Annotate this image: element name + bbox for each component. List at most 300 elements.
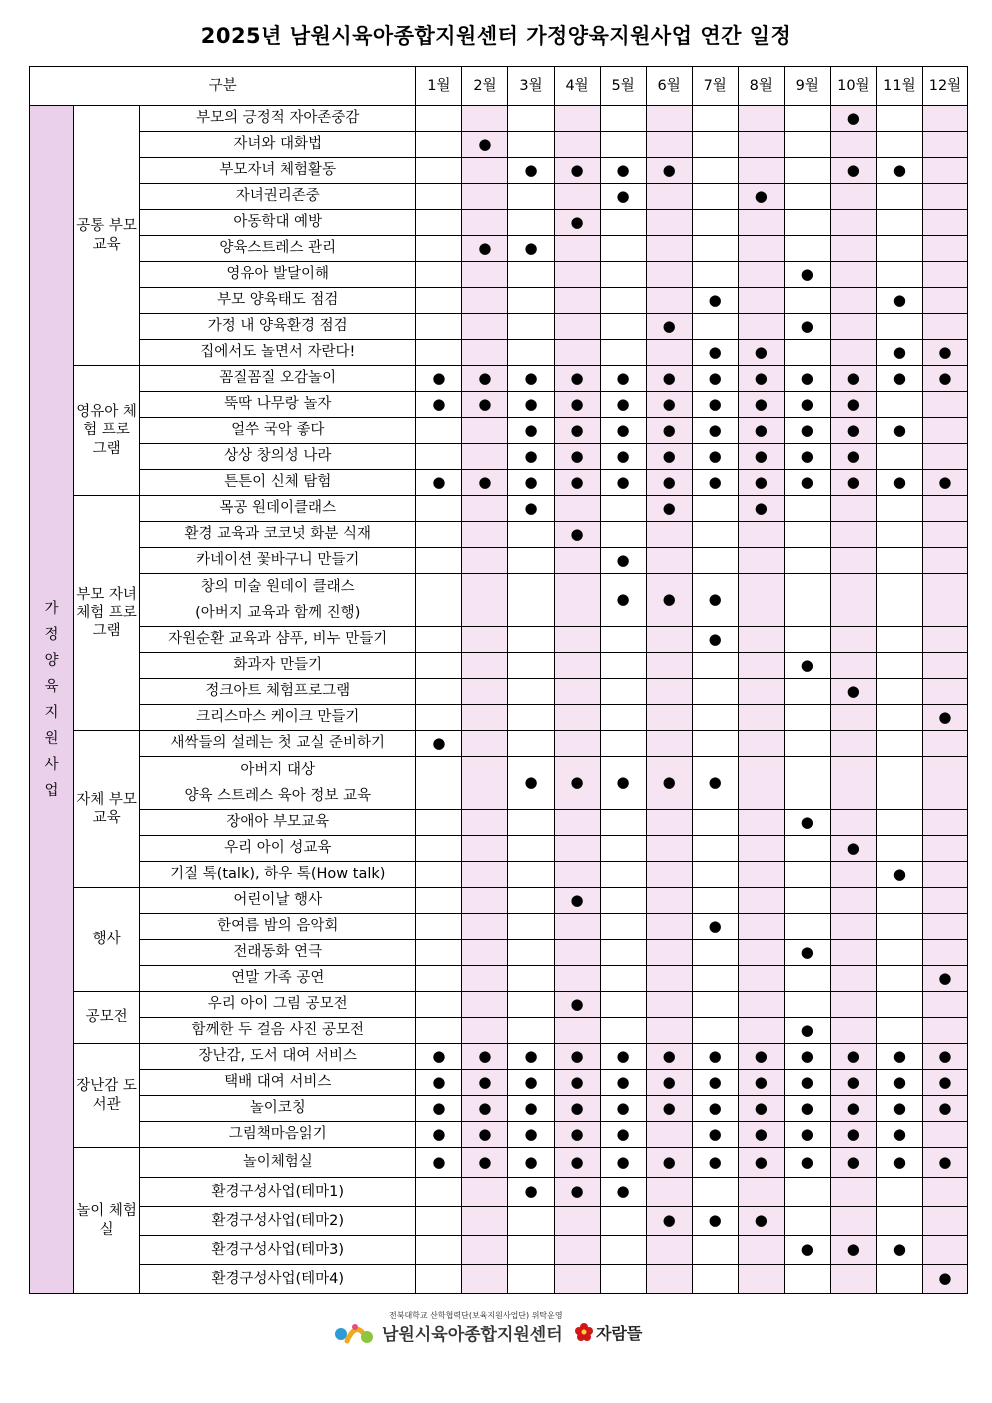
- month-cell: [416, 132, 462, 158]
- month-cell: [462, 992, 508, 1018]
- month-cell: [554, 862, 600, 888]
- scheduled-dot: ●: [846, 472, 860, 491]
- section-label: 놀이 체험실: [74, 1148, 140, 1294]
- month-cell: [922, 548, 967, 574]
- month-cell: [830, 158, 876, 184]
- month-cell: [830, 1265, 876, 1294]
- month-cell: [922, 418, 967, 444]
- month-cell: [416, 522, 462, 548]
- program-label: 자원순환 교육과 샴푸, 비누 만들기: [168, 631, 388, 648]
- month-cell: [830, 470, 876, 496]
- month-cell: [922, 1265, 967, 1294]
- month-cell: [600, 757, 646, 810]
- scheduled-dot: ●: [754, 446, 768, 465]
- main-section-label: [30, 106, 74, 1294]
- month-cell: [922, 1018, 967, 1044]
- scheduled-dot: ●: [478, 368, 492, 387]
- month-cell: [876, 496, 922, 522]
- month-cell: [416, 1044, 462, 1070]
- scheduled-dot: ●: [800, 446, 814, 465]
- scheduled-dot: ●: [754, 1152, 768, 1171]
- month-header: 2월: [462, 67, 508, 106]
- program-name: [140, 679, 416, 705]
- month-cell: [646, 522, 692, 548]
- month-cell: [876, 262, 922, 288]
- month-cell: [876, 184, 922, 210]
- month-cell: [922, 1236, 967, 1265]
- scheduled-dot: ●: [524, 1098, 538, 1117]
- table-row: [30, 757, 968, 810]
- month-cell: [600, 810, 646, 836]
- scheduled-dot: ●: [892, 1072, 906, 1091]
- scheduled-dot: ●: [662, 420, 676, 439]
- scheduled-dot: ●: [800, 1240, 814, 1259]
- month-cell: [416, 574, 462, 627]
- month-cell: [830, 418, 876, 444]
- program-label: 연말 가족 공연: [231, 970, 325, 987]
- month-cell: [462, 158, 508, 184]
- month-cell: [416, 888, 462, 914]
- scheduled-dot: ●: [432, 1046, 446, 1065]
- scheduled-dot: ●: [846, 1072, 860, 1091]
- month-cell: [416, 262, 462, 288]
- month-cell: [416, 940, 462, 966]
- month-cell: [600, 888, 646, 914]
- program-name: [140, 966, 416, 992]
- month-cell: [922, 1044, 967, 1070]
- month-cell: [922, 731, 967, 757]
- scheduled-dot: ●: [570, 472, 584, 491]
- month-cell: [876, 1044, 922, 1070]
- scheduled-dot: ●: [570, 446, 584, 465]
- program-label: 기질 톡(talk), 하우 톡(How talk): [170, 866, 386, 883]
- month-cell: [462, 810, 508, 836]
- scheduled-dot: ●: [570, 1124, 584, 1143]
- month-cell: [692, 262, 738, 288]
- month-cell: [600, 444, 646, 470]
- month-cell: [416, 288, 462, 314]
- table-row: [30, 470, 968, 496]
- month-cell: [738, 862, 784, 888]
- month-cell: [692, 444, 738, 470]
- month-cell: [554, 679, 600, 705]
- month-cell: [692, 574, 738, 627]
- month-cell: [508, 444, 554, 470]
- scheduled-dot: ●: [846, 446, 860, 465]
- month-cell: [876, 966, 922, 992]
- scheduled-dot: ●: [570, 368, 584, 387]
- month-cell: [600, 288, 646, 314]
- month-cell: [462, 627, 508, 653]
- month-cell: [416, 914, 462, 940]
- month-cell: [416, 679, 462, 705]
- month-cell: [784, 574, 830, 627]
- month-cell: [922, 314, 967, 340]
- month-cell: [738, 679, 784, 705]
- month-cell: [830, 574, 876, 627]
- month-cell: [416, 731, 462, 757]
- month-cell: [784, 1207, 830, 1236]
- month-cell: [738, 366, 784, 392]
- month-cell: [876, 1236, 922, 1265]
- month-cell: [416, 1148, 462, 1178]
- scheduled-dot: ●: [616, 1124, 630, 1143]
- program-name: [140, 1096, 416, 1122]
- program-label: 창의 미술 원데이 클래스: [200, 579, 355, 595]
- month-cell: [876, 1148, 922, 1178]
- month-cell: [876, 679, 922, 705]
- month-cell: [692, 992, 738, 1018]
- month-cell: [462, 1096, 508, 1122]
- month-cell: [692, 236, 738, 262]
- month-cell: [830, 522, 876, 548]
- scheduled-dot: ●: [570, 1182, 584, 1201]
- month-cell: [830, 1178, 876, 1207]
- month-cell: [646, 940, 692, 966]
- scheduled-dot: ●: [846, 681, 860, 700]
- month-cell: [600, 132, 646, 158]
- month-cell: [922, 966, 967, 992]
- scheduled-dot: ●: [708, 290, 722, 309]
- month-cell: [830, 1122, 876, 1148]
- month-cell: [738, 627, 784, 653]
- table-row: [30, 158, 968, 184]
- flower-icon: [574, 1322, 594, 1342]
- month-cell: [876, 705, 922, 731]
- month-cell: [508, 1148, 554, 1178]
- month-cell: [600, 992, 646, 1018]
- month-cell: [784, 496, 830, 522]
- month-cell: [600, 1018, 646, 1044]
- month-cell: [830, 914, 876, 940]
- month-cell: [830, 184, 876, 210]
- month-cell: [508, 496, 554, 522]
- scheduled-dot: ●: [524, 368, 538, 387]
- scheduled-dot: ●: [800, 394, 814, 413]
- month-cell: [416, 1070, 462, 1096]
- month-cell: [416, 757, 462, 810]
- month-cell: [554, 1096, 600, 1122]
- month-cell: [784, 210, 830, 236]
- scheduled-dot: ●: [708, 1211, 722, 1230]
- month-cell: [738, 444, 784, 470]
- month-cell: [738, 340, 784, 366]
- table-row: [30, 731, 968, 757]
- month-cell: [554, 810, 600, 836]
- scheduled-dot: ●: [708, 629, 722, 648]
- month-cell: [554, 940, 600, 966]
- scheduled-dot: ●: [938, 368, 952, 387]
- month-cell: [508, 470, 554, 496]
- program-name: [140, 653, 416, 679]
- scheduled-dot: ●: [662, 1098, 676, 1117]
- month-cell: [830, 1096, 876, 1122]
- scheduled-dot: ●: [570, 394, 584, 413]
- month-cell: [554, 836, 600, 862]
- month-cell: [600, 262, 646, 288]
- scheduled-dot: ●: [708, 420, 722, 439]
- month-cell: [922, 496, 967, 522]
- month-cell: [784, 862, 830, 888]
- scheduled-dot: ●: [616, 1098, 630, 1117]
- month-cell: [462, 314, 508, 340]
- scheduled-dot: ●: [892, 290, 906, 309]
- scheduled-dot: ●: [754, 342, 768, 361]
- month-cell: [738, 1265, 784, 1294]
- month-header: 1월: [416, 67, 462, 106]
- scheduled-dot: ●: [662, 394, 676, 413]
- month-cell: [784, 1096, 830, 1122]
- month-cell: [508, 836, 554, 862]
- month-cell: [646, 731, 692, 757]
- scheduled-dot: ●: [616, 160, 630, 179]
- month-cell: [738, 210, 784, 236]
- program-label: 환경 교육과 코코넛 화분 식재: [184, 526, 372, 543]
- month-cell: [876, 210, 922, 236]
- month-cell: [738, 1070, 784, 1096]
- month-cell: [692, 496, 738, 522]
- month-cell: [876, 418, 922, 444]
- month-cell: [508, 1207, 554, 1236]
- month-cell: [876, 288, 922, 314]
- month-cell: [462, 1236, 508, 1265]
- category-header: 구분: [30, 67, 416, 106]
- scheduled-dot: ●: [800, 1072, 814, 1091]
- month-cell: [784, 262, 830, 288]
- month-cell: [830, 496, 876, 522]
- program-name: [140, 470, 416, 496]
- month-cell: [508, 627, 554, 653]
- month-cell: [784, 288, 830, 314]
- month-cell: [416, 1178, 462, 1207]
- month-cell: [508, 966, 554, 992]
- month-cell: [692, 522, 738, 548]
- scheduled-dot: ●: [570, 1046, 584, 1065]
- month-cell: [830, 210, 876, 236]
- month-cell: [922, 679, 967, 705]
- scheduled-dot: ●: [754, 1211, 768, 1230]
- month-cell: [646, 888, 692, 914]
- program-label: 자녀와 대화법: [233, 136, 323, 153]
- month-cell: [462, 444, 508, 470]
- month-cell: [416, 1096, 462, 1122]
- month-cell: [830, 810, 876, 836]
- month-cell: [784, 705, 830, 731]
- section-label: 영유아 체험 프로 그램: [74, 366, 140, 496]
- scheduled-dot: ●: [754, 186, 768, 205]
- month-cell: [692, 418, 738, 444]
- table-row: [30, 966, 968, 992]
- program-name: [140, 288, 416, 314]
- month-cell: [830, 731, 876, 757]
- month-header: 7월: [692, 67, 738, 106]
- month-cell: [876, 1122, 922, 1148]
- operator-note: 전북대학교 산학협력단(보육지원사업단) 위탁운영: [389, 1311, 563, 1320]
- program-label: 놀이코칭: [249, 1100, 306, 1117]
- month-cell: [416, 862, 462, 888]
- month-cell: [738, 836, 784, 862]
- month-cell: [876, 236, 922, 262]
- month-cell: [830, 262, 876, 288]
- month-cell: [876, 470, 922, 496]
- month-cell: [876, 992, 922, 1018]
- scheduled-dot: ●: [800, 1124, 814, 1143]
- month-header: 6월: [646, 67, 692, 106]
- month-cell: [876, 810, 922, 836]
- program-label: 집에서도 놀면서 자란다!: [200, 344, 356, 361]
- month-cell: [876, 914, 922, 940]
- month-cell: [876, 1096, 922, 1122]
- section-label: 행사: [74, 888, 140, 992]
- month-cell: [876, 340, 922, 366]
- scheduled-dot: ●: [478, 394, 492, 413]
- scheduled-dot: ●: [616, 186, 630, 205]
- month-cell: [830, 288, 876, 314]
- scheduled-dot: ●: [570, 160, 584, 179]
- program-label: 택배 대여 서비스: [224, 1074, 332, 1091]
- program-label: 뚝딱 나무랑 놀자: [224, 396, 332, 413]
- month-cell: [876, 548, 922, 574]
- month-cell: [646, 810, 692, 836]
- program-name: [140, 992, 416, 1018]
- scheduled-dot: ●: [616, 590, 630, 609]
- month-cell: [646, 966, 692, 992]
- month-cell: [646, 1236, 692, 1265]
- month-cell: [416, 992, 462, 1018]
- scheduled-dot: ●: [708, 342, 722, 361]
- program-name: [140, 1236, 416, 1265]
- program-name: [140, 314, 416, 340]
- month-cell: [554, 1148, 600, 1178]
- month-cell: [692, 1070, 738, 1096]
- month-cell: [554, 236, 600, 262]
- month-cell: [646, 496, 692, 522]
- month-cell: [462, 1018, 508, 1044]
- month-cell: [646, 1044, 692, 1070]
- month-cell: [600, 366, 646, 392]
- program-label: 얼쑤 국악 좋다: [231, 422, 325, 439]
- month-cell: [830, 366, 876, 392]
- month-cell: [600, 1265, 646, 1294]
- program-label: 부모 양육태도 점검: [217, 292, 339, 309]
- scheduled-dot: ●: [846, 1240, 860, 1259]
- scheduled-dot: ●: [432, 1124, 446, 1143]
- month-cell: [692, 184, 738, 210]
- month-cell: [738, 966, 784, 992]
- scheduled-dot: ●: [846, 394, 860, 413]
- month-cell: [554, 496, 600, 522]
- scheduled-dot: ●: [524, 1152, 538, 1171]
- month-cell: [922, 444, 967, 470]
- scheduled-dot: ●: [754, 1124, 768, 1143]
- program-name: [140, 1044, 416, 1070]
- scheduled-dot: ●: [846, 1152, 860, 1171]
- month-cell: [416, 314, 462, 340]
- program-name: [140, 210, 416, 236]
- scheduled-dot: ●: [708, 773, 722, 792]
- table-row: [30, 836, 968, 862]
- month-header: 12월: [922, 67, 967, 106]
- month-cell: [922, 158, 967, 184]
- scheduled-dot: ●: [938, 1046, 952, 1065]
- month-cell: [738, 496, 784, 522]
- month-cell: [462, 1122, 508, 1148]
- month-cell: [784, 418, 830, 444]
- month-cell: [738, 757, 784, 810]
- month-cell: [830, 236, 876, 262]
- month-cell: [692, 106, 738, 132]
- scheduled-dot: ●: [800, 1020, 814, 1039]
- month-cell: [416, 470, 462, 496]
- program-label: 양육스트레스 관리: [219, 240, 337, 257]
- month-cell: [554, 184, 600, 210]
- month-cell: [646, 1096, 692, 1122]
- month-cell: [646, 340, 692, 366]
- month-cell: [876, 888, 922, 914]
- month-cell: [830, 106, 876, 132]
- month-cell: [784, 1070, 830, 1096]
- month-cell: [600, 862, 646, 888]
- table-row: [30, 1178, 968, 1207]
- scheduled-dot: ●: [708, 472, 722, 491]
- month-cell: [554, 340, 600, 366]
- scheduled-dot: ●: [478, 238, 492, 257]
- month-cell: [600, 574, 646, 627]
- table-row: [30, 679, 968, 705]
- month-cell: [416, 184, 462, 210]
- table-row: [30, 314, 968, 340]
- month-cell: [462, 653, 508, 679]
- table-row: [30, 444, 968, 470]
- program-name: [140, 1122, 416, 1148]
- section-label: 공통 부모 교육: [74, 106, 140, 366]
- program-name: [140, 392, 416, 418]
- month-cell: [416, 705, 462, 731]
- month-cell: [462, 522, 508, 548]
- scheduled-dot: ●: [754, 1072, 768, 1091]
- month-cell: [600, 392, 646, 418]
- program-label: 아동학대 예방: [233, 214, 323, 231]
- month-cell: [738, 158, 784, 184]
- month-cell: [600, 627, 646, 653]
- month-cell: [784, 1148, 830, 1178]
- program-label: 아버지 대상: [240, 762, 316, 778]
- month-cell: [554, 366, 600, 392]
- month-cell: [554, 1178, 600, 1207]
- month-cell: [416, 653, 462, 679]
- month-cell: [922, 757, 967, 810]
- month-cell: [600, 522, 646, 548]
- table-row: [30, 106, 968, 132]
- month-cell: [508, 914, 554, 940]
- month-cell: [784, 679, 830, 705]
- month-cell: [692, 158, 738, 184]
- program-name: [140, 418, 416, 444]
- program-label-line2: (아버지 교육과 함께 진행): [195, 605, 361, 621]
- program-label: 꼼질꼼질 오감놀이: [219, 370, 337, 387]
- scheduled-dot: ●: [938, 342, 952, 361]
- scheduled-dot: ●: [800, 1046, 814, 1065]
- scheduled-dot: ●: [616, 368, 630, 387]
- month-cell: [876, 862, 922, 888]
- month-cell: [508, 522, 554, 548]
- month-cell: [554, 288, 600, 314]
- program-name: [140, 940, 416, 966]
- month-cell: [876, 392, 922, 418]
- month-cell: [922, 522, 967, 548]
- scheduled-dot: ●: [478, 134, 492, 153]
- month-cell: [876, 1018, 922, 1044]
